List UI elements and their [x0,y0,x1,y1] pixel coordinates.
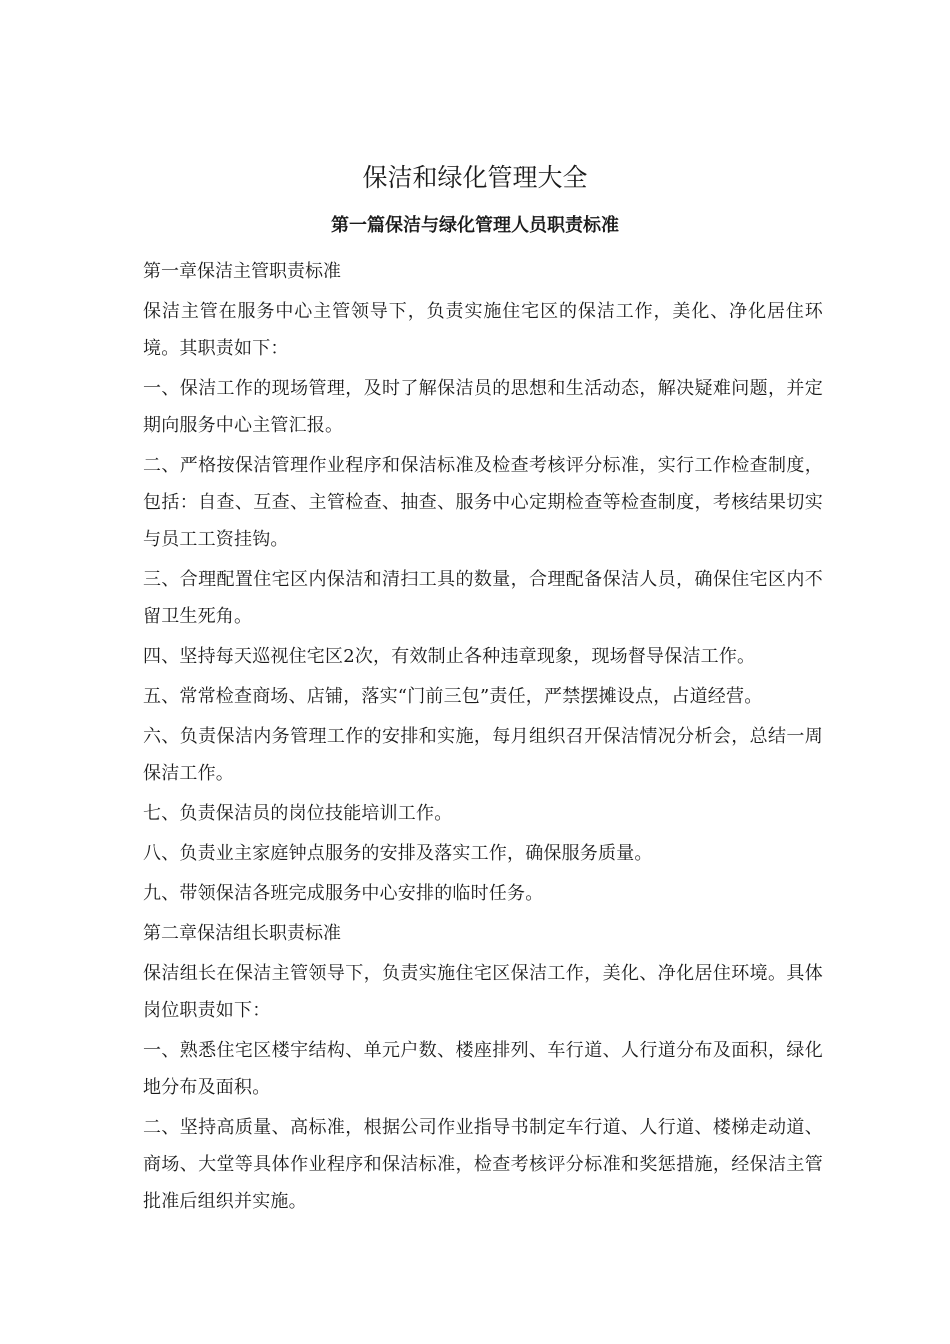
chapter-heading: 第二章保洁组长职责标准 [143,923,341,944]
paragraph: 保洁组长在保洁主管领导下，负责实施住宅区保洁工作，美化、净化居住环境。具体岗位职责如下： [143,963,823,1021]
document-body [143,253,823,1223]
part-title: 第一篇保洁与绿化管理人员职责标准 [331,215,619,236]
document-title: 保洁和绿化管理大全 [362,163,588,192]
list-item: 九、带领保洁各班完成服务中心安排的临时任务。 [143,883,544,904]
list-item: 二、严格按保洁管理作业程序和保洁标准及检查考核评分标准，实行工作检查制度，包括：自查、互查、主管检查、抽查、服务中心定期检查等检查制度，考核结果切实与员工工资挂钩。 [143,455,823,550]
list-item: 三、合理配置住宅区内保洁和清扫工具的数量，合理配备保洁人员，确保住宅区内不留卫生死角。 [143,569,823,627]
list-item: 七、负责保洁员的岗位技能培训工作。 [143,803,453,824]
list-item: 六、负责保洁内务管理工作的安排和实施，每月组织召开保洁情况分析会，总结一周保洁工作。 [143,726,823,784]
list-item: 五、常常检查商场、店铺，落实“门前三包”责任，严禁摆摊设点，占道经营。 [143,686,763,707]
paragraph: 保洁主管在服务中心主管领导下，负责实施住宅区的保洁工作，美化、净化居住环境。其职责如下： [143,301,823,359]
list-item: 四、坚持每天巡视住宅区2次，有效制止各种违章现象，现场督导保洁工作。 [143,646,756,667]
list-item: 一、保洁工作的现场管理，及时了解保洁员的思想和生活动态，解决疑难问题，并定期向服务中心主管汇报。 [143,378,823,436]
list-item: 八、负责业主家庭钟点服务的安排及落实工作，确保服务质量。 [143,843,653,864]
list-item: 一、熟悉住宅区楼宇结构、单元户数、楼座排列、车行道、人行道分布及面积，绿化地分布及面积。 [143,1040,823,1098]
chapter-heading: 第一章保洁主管职责标准 [143,261,341,282]
list-item: 二、坚持高质量、高标准，根据公司作业指导书制定车行道、人行道、楼梯走动道、商场、大堂等具体作业程序和保洁标准，检查考核评分标准和奖惩措施，经保洁主管批准后组织并实施。 [143,1117,823,1212]
